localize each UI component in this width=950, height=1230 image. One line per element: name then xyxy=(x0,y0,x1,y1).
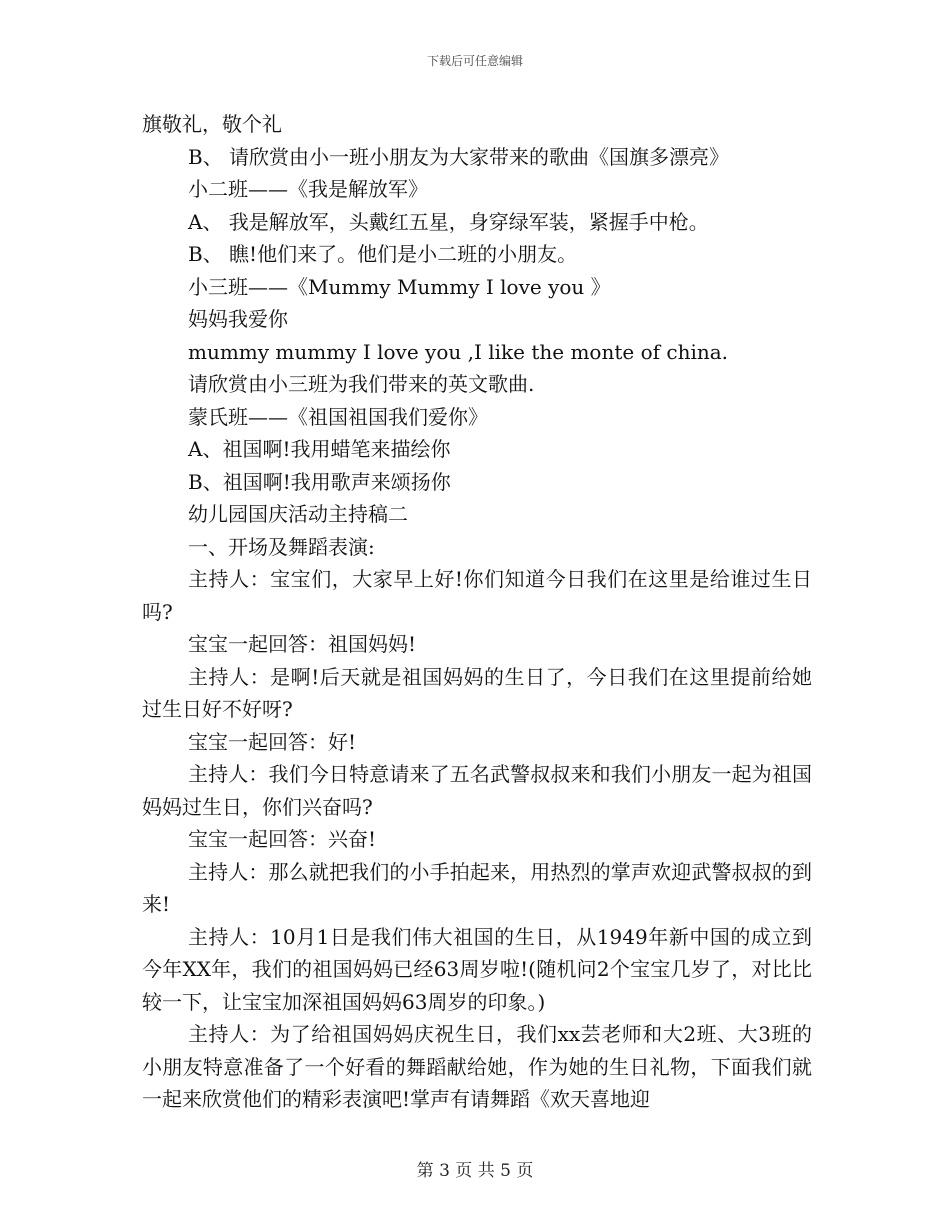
text-line: 妈妈我爱你 xyxy=(188,307,288,331)
text-line: 宝宝一起回答：兴奋! xyxy=(188,827,377,851)
text-line: 请欣赏由小三班为我们带来的英文歌曲. xyxy=(188,372,535,396)
paragraph: 主持人：10月1日是我们伟大祖国的生日，从1949年新中国的成立到今年XX年，我们的祖国妈妈已经63周岁啦!(随机问2个宝宝几岁了，对比比较一下，让宝宝加深祖国妈妈63周岁的印象。) xyxy=(142,924,812,1014)
text-line: 宝宝一起回答：好! xyxy=(188,729,357,754)
text-line: 蒙氏班——《祖国祖国我们爱你》 xyxy=(188,404,488,429)
text-line: mummy mummy I love you ,I like the monte of china. xyxy=(188,339,729,364)
paragraph: 主持人：宝宝们，大家早上好!你们知道今日我们在这里是给谁过生日吗? xyxy=(142,567,812,624)
section-heading: 一、开场及舞蹈表演: xyxy=(188,534,375,559)
document-body xyxy=(142,108,812,1116)
text-line: A、 我是解放军，头戴红五星，身穿绿军装，紧握手中枪。 xyxy=(188,209,709,234)
text-line: B、 请欣赏由小一班小朋友为大家带来的歌曲《国旗多漂亮》 xyxy=(188,144,730,169)
text-line: A、祖国啊!我用蜡笔来描绘你 xyxy=(188,437,451,461)
page-footer: 第 3 页 共 5 页 xyxy=(416,1161,534,1181)
text-line: 小二班——《我是解放军》 xyxy=(188,177,428,201)
page-header: 下载后可任意编辑 xyxy=(426,54,523,68)
paragraph: 主持人：我们今日特意请来了五名武警叔叔来和我们小朋友一起为祖国妈妈过生日，你们兴奋吗? xyxy=(142,762,812,819)
text-line: 幼儿园国庆活动主持稿二 xyxy=(188,502,408,526)
text-line: B、祖国啊!我用歌声来颂扬你 xyxy=(188,469,451,494)
text-line: 宝宝一起回答：祖国妈妈! xyxy=(188,632,417,656)
paragraph: 主持人：为了给祖国妈妈庆祝生日，我们xx芸老师和大2班、大3班的小朋友特意准备了一个好看的舞蹈献给她，作为她的生日礼物，下面我们就一起来欣赏他们的精彩表演吧!掌声有请舞蹈《欢天喜地迎 xyxy=(142,1022,812,1111)
paragraph: 主持人：是啊!后天就是祖国妈妈的生日了，今日我们在这里提前给她过生日好不好呀? xyxy=(142,664,812,721)
text-line: 旗敬礼，敬个礼 xyxy=(142,112,282,136)
paragraph: 主持人：那么就把我们的小手拍起来，用热烈的掌声欢迎武警叔叔的到来! xyxy=(142,859,812,916)
text-line: B、 瞧!他们来了。他们是小二班的小朋友。 xyxy=(188,242,578,266)
text-line: 小三班——《Mummy Mummy I love you 》 xyxy=(188,274,611,299)
